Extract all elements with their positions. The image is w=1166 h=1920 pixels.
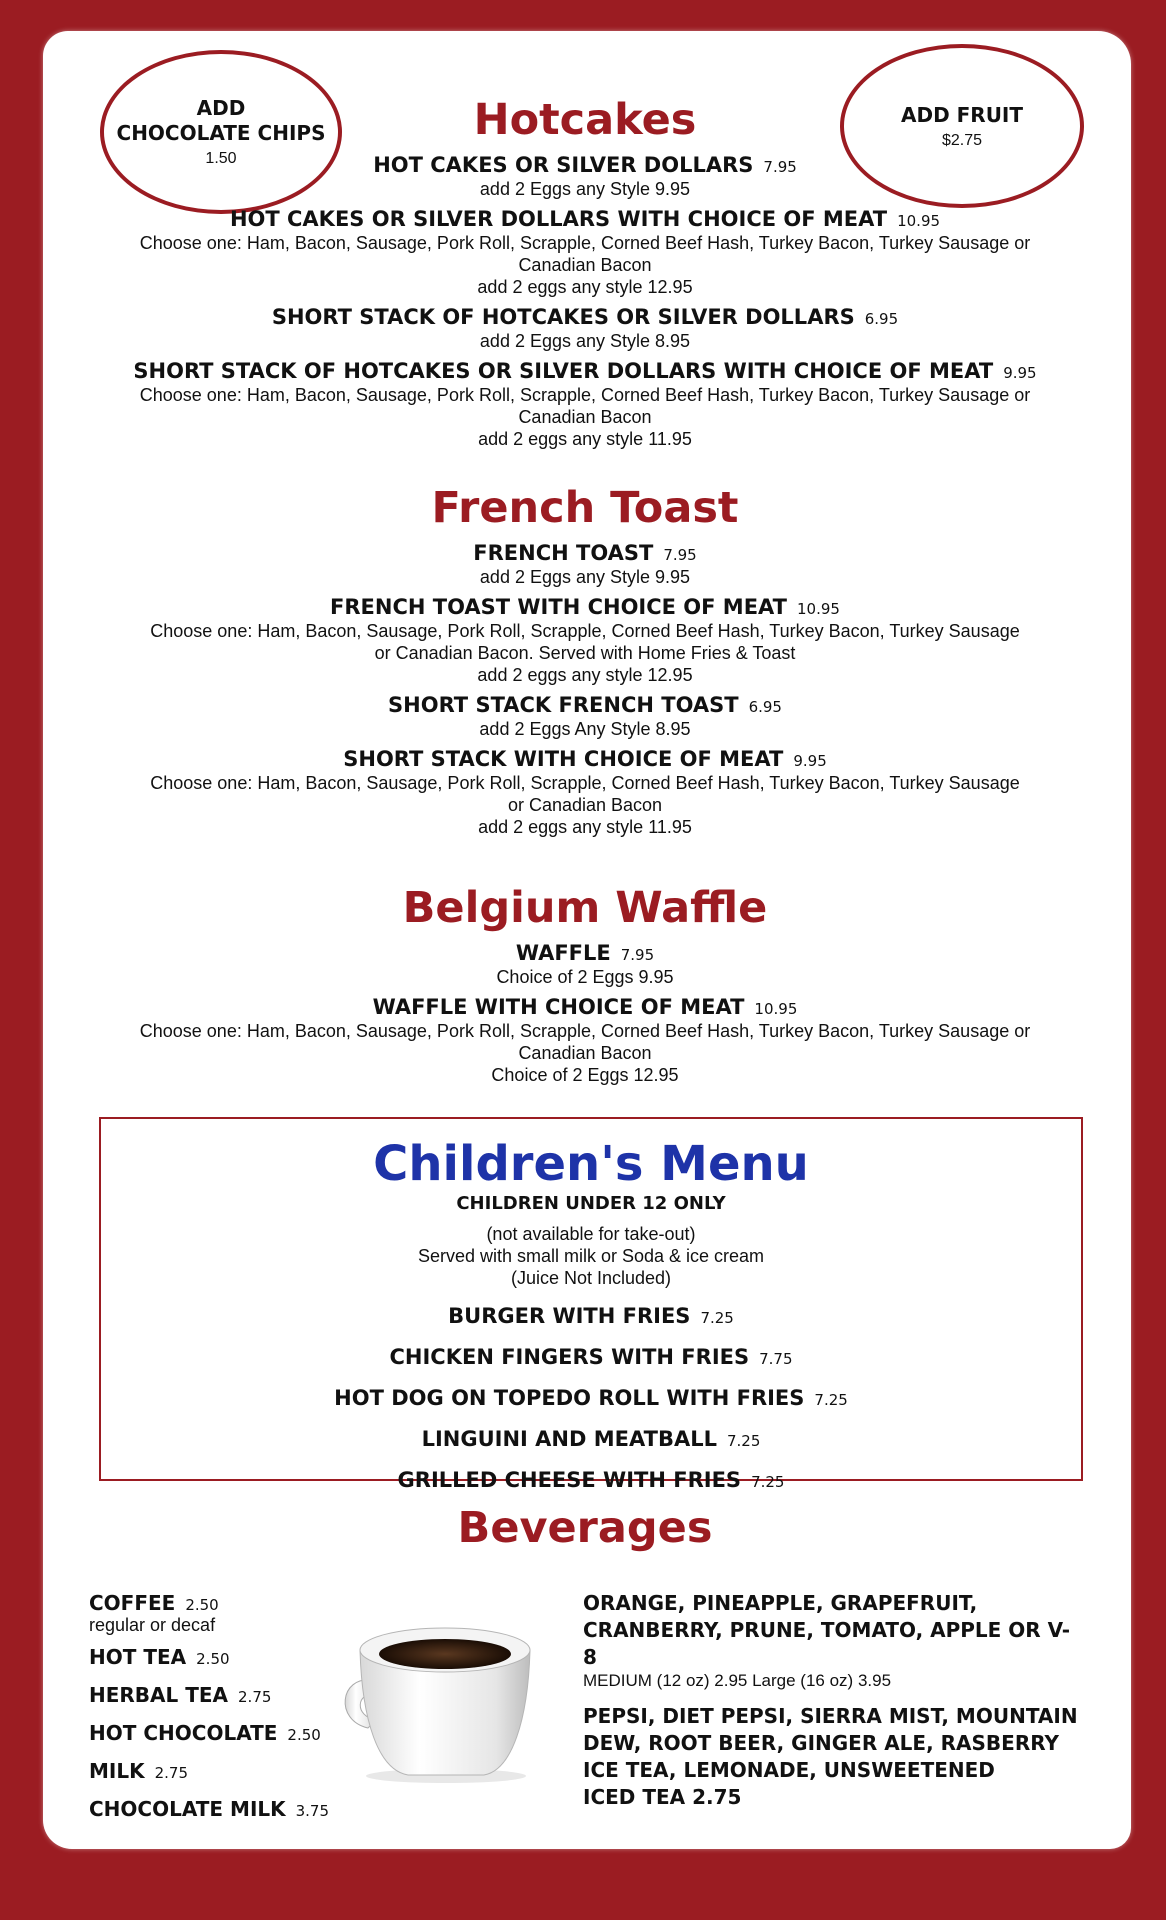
item-price: 7.25: [726, 1432, 761, 1450]
item-price: 7.75: [759, 1350, 793, 1368]
item-price: 9.95: [1003, 364, 1037, 382]
item-price: 7.95: [620, 946, 655, 964]
item-desc: Choose one: Ham, Bacon, Sausage, Pork Roll, Scrapple, Corned Beef Hash, Turkey Bacon, Turkey Sausage or: [139, 233, 1031, 253]
item-desc: add 2 Eggs any Style 9.95: [479, 567, 691, 587]
badge-price: 1.50: [205, 150, 237, 167]
item-name: HOT CAKES OR SILVER DOLLARS WITH CHOICE OF MEAT: [229, 207, 888, 231]
menu-item: [89, 1590, 359, 1635]
item-desc: add 2 eggs any style 11.95: [478, 429, 692, 449]
section-title: Belgium Waffle: [402, 883, 768, 933]
hot-beverages-list: [89, 1590, 359, 1834]
badge-line: ADD FRUIT: [900, 102, 1024, 127]
menu-item: [80, 594, 1090, 686]
menu-item: [80, 358, 1090, 450]
item-price: 9.95: [793, 752, 827, 770]
menu-item: [80, 940, 1090, 988]
item-price: 10.95: [754, 1000, 798, 1018]
item-desc: regular or decaf: [89, 1615, 216, 1635]
menu-item: [89, 1682, 359, 1711]
soda-line: PEPSI, DIET PEPSI, SIERRA MIST, MOUNTAIN: [583, 1704, 1078, 1728]
item-name: SHORT STACK OF HOTCAKES OR SILVER DOLLARS WITH CHOICE OF MEAT: [133, 359, 994, 383]
item-price: 7.25: [814, 1391, 848, 1409]
menu-item: [80, 994, 1090, 1086]
item-price: 2.75: [154, 1764, 188, 1782]
item-name: COFFEE: [89, 1591, 176, 1615]
childrens-note: (not available for take-out): [486, 1224, 696, 1244]
item-price: 6.95: [748, 698, 782, 716]
item-price: 7.95: [663, 546, 697, 564]
item-price: 10.95: [897, 212, 941, 230]
item-name: CHOCOLATE MILK: [89, 1797, 286, 1821]
menu-item: [89, 1720, 359, 1749]
item-name: BURGER WITH FRIES: [448, 1304, 691, 1328]
item-price: 7.95: [763, 158, 797, 176]
section-title: Hotcakes: [473, 95, 697, 145]
beverages-title: Beverages: [457, 1503, 713, 1553]
item-name: WAFFLE: [515, 941, 611, 965]
item-desc: add 2 eggs any style 11.95: [478, 817, 692, 837]
item-desc: Canadian Bacon: [518, 255, 652, 275]
item-desc: add 2 eggs any style 12.95: [477, 665, 693, 685]
juice-line: ORANGE, PINEAPPLE, GRAPEFRUIT,: [583, 1591, 978, 1615]
french-toast-section: [80, 482, 1090, 838]
item-name: HOT CHOCOLATE: [89, 1721, 278, 1745]
item-name: LINGUINI AND MEATBALL: [421, 1427, 717, 1451]
soda-line: DEW, ROOT BEER, GINGER ALE, RASBERRY: [583, 1731, 1060, 1755]
menu-item: [80, 152, 1090, 200]
item-name: FRENCH TOAST: [473, 541, 654, 565]
juice-line: CRANBERRY, PRUNE, TOMATO, APPLE OR V-8: [583, 1618, 1070, 1669]
item-name: GRILLED CHEESE WITH FRIES: [397, 1468, 742, 1492]
item-price: 3.75: [295, 1802, 330, 1820]
item-price: 2.75: [238, 1688, 272, 1706]
soda-line: ICED TEA 2.75: [583, 1785, 742, 1809]
item-price: 2.50: [185, 1596, 219, 1614]
childrens-menu-box: [99, 1117, 1083, 1492]
childrens-note: (Juice Not Included): [510, 1268, 672, 1288]
menu-item: [80, 304, 1090, 352]
item-desc: Choose one: Ham, Bacon, Sausage, Pork Roll, Scrapple, Corned Beef Hash, Turkey Bacon, Turkey Sausage or: [139, 1021, 1031, 1041]
menu-item: [101, 1385, 1081, 1412]
menu-item: [89, 1758, 359, 1787]
item-desc: or Canadian Bacon: [507, 795, 663, 815]
item-price: 7.25: [751, 1473, 785, 1491]
childrens-menu-title: Children's Menu: [373, 1136, 809, 1192]
item-desc: add 2 Eggs Any Style 8.95: [479, 719, 691, 739]
item-desc: add 2 eggs any style 12.95: [477, 277, 693, 297]
item-desc: or Canadian Bacon. Served with Home Fries & Toast: [374, 643, 796, 663]
badge-line: CHOCOLATE CHIPS: [116, 121, 326, 145]
item-desc: Choice of 2 Eggs 9.95: [496, 967, 674, 987]
item-desc: Canadian Bacon: [518, 1043, 652, 1063]
juice-sizes: MEDIUM (12 oz) 2.95 Large (16 oz) 3.95: [583, 1671, 892, 1690]
item-name: HOT CAKES OR SILVER DOLLARS: [373, 153, 754, 177]
menu-item: [101, 1344, 1081, 1371]
item-name: HOT DOG ON TOPEDO ROLL WITH FRIES: [334, 1386, 805, 1410]
coffee-cup-icon: [334, 1610, 534, 1785]
item-desc: Canadian Bacon: [518, 407, 652, 427]
item-desc: Choose one: Ham, Bacon, Sausage, Pork Roll, Scrapple, Corned Beef Hash, Turkey Bacon, Turkey Sausage: [150, 773, 1020, 793]
item-name: WAFFLE WITH CHOICE OF MEAT: [372, 995, 745, 1019]
item-desc: Choose one: Ham, Bacon, Sausage, Pork Roll, Scrapple, Corned Beef Hash, Turkey Bacon, Turkey Sausage or: [139, 385, 1031, 405]
item-name: SHORT STACK WITH CHOICE OF MEAT: [343, 747, 784, 771]
item-desc: Choose one: Ham, Bacon, Sausage, Pork Roll, Scrapple, Corned Beef Hash, Turkey Bacon, Turkey Sausage: [150, 621, 1020, 641]
item-desc: Choice of 2 Eggs 12.95: [491, 1065, 679, 1085]
menu-item: [101, 1426, 1081, 1453]
item-price: 6.95: [864, 310, 899, 328]
item-price: 2.50: [196, 1650, 230, 1668]
badge-price: $2.75: [941, 131, 983, 149]
childrens-note: Served with small milk or Soda & ice cream: [417, 1246, 765, 1266]
item-desc: add 2 Eggs any Style 9.95: [479, 179, 691, 199]
soda-line: ICE TEA, LEMONADE, UNSWEETENED: [583, 1758, 995, 1782]
item-name: HOT TEA: [89, 1645, 187, 1669]
item-price: 2.50: [287, 1726, 321, 1744]
menu-item: [80, 206, 1090, 298]
menu-item: [89, 1644, 359, 1673]
menu-item: [89, 1796, 359, 1825]
menu-item: [80, 540, 1090, 588]
menu-item: [80, 692, 1090, 740]
cold-beverages-list: [583, 1590, 1083, 1811]
item-name: FRENCH TOAST WITH CHOICE OF MEAT: [330, 595, 787, 619]
item-name: SHORT STACK FRENCH TOAST: [388, 693, 739, 717]
item-name: HERBAL TEA: [89, 1683, 229, 1707]
item-price: 10.95: [797, 600, 840, 618]
hotcakes-section: [80, 94, 1090, 450]
item-price: 7.25: [700, 1309, 734, 1327]
item-name: MILK: [89, 1759, 145, 1783]
menu-item: [101, 1467, 1081, 1494]
item-desc: add 2 Eggs any Style 8.95: [479, 331, 691, 351]
item-name: SHORT STACK OF HOTCAKES OR SILVER DOLLARS: [271, 305, 855, 329]
menu-item: [101, 1303, 1081, 1330]
childrens-menu-subtitle: CHILDREN UNDER 12 ONLY: [456, 1193, 726, 1214]
menu-item: [80, 746, 1090, 838]
waffle-section: [80, 882, 1090, 1086]
section-title: French Toast: [431, 483, 739, 533]
item-name: CHICKEN FINGERS WITH FRIES: [389, 1345, 750, 1369]
badge-line: ADD: [196, 96, 246, 120]
